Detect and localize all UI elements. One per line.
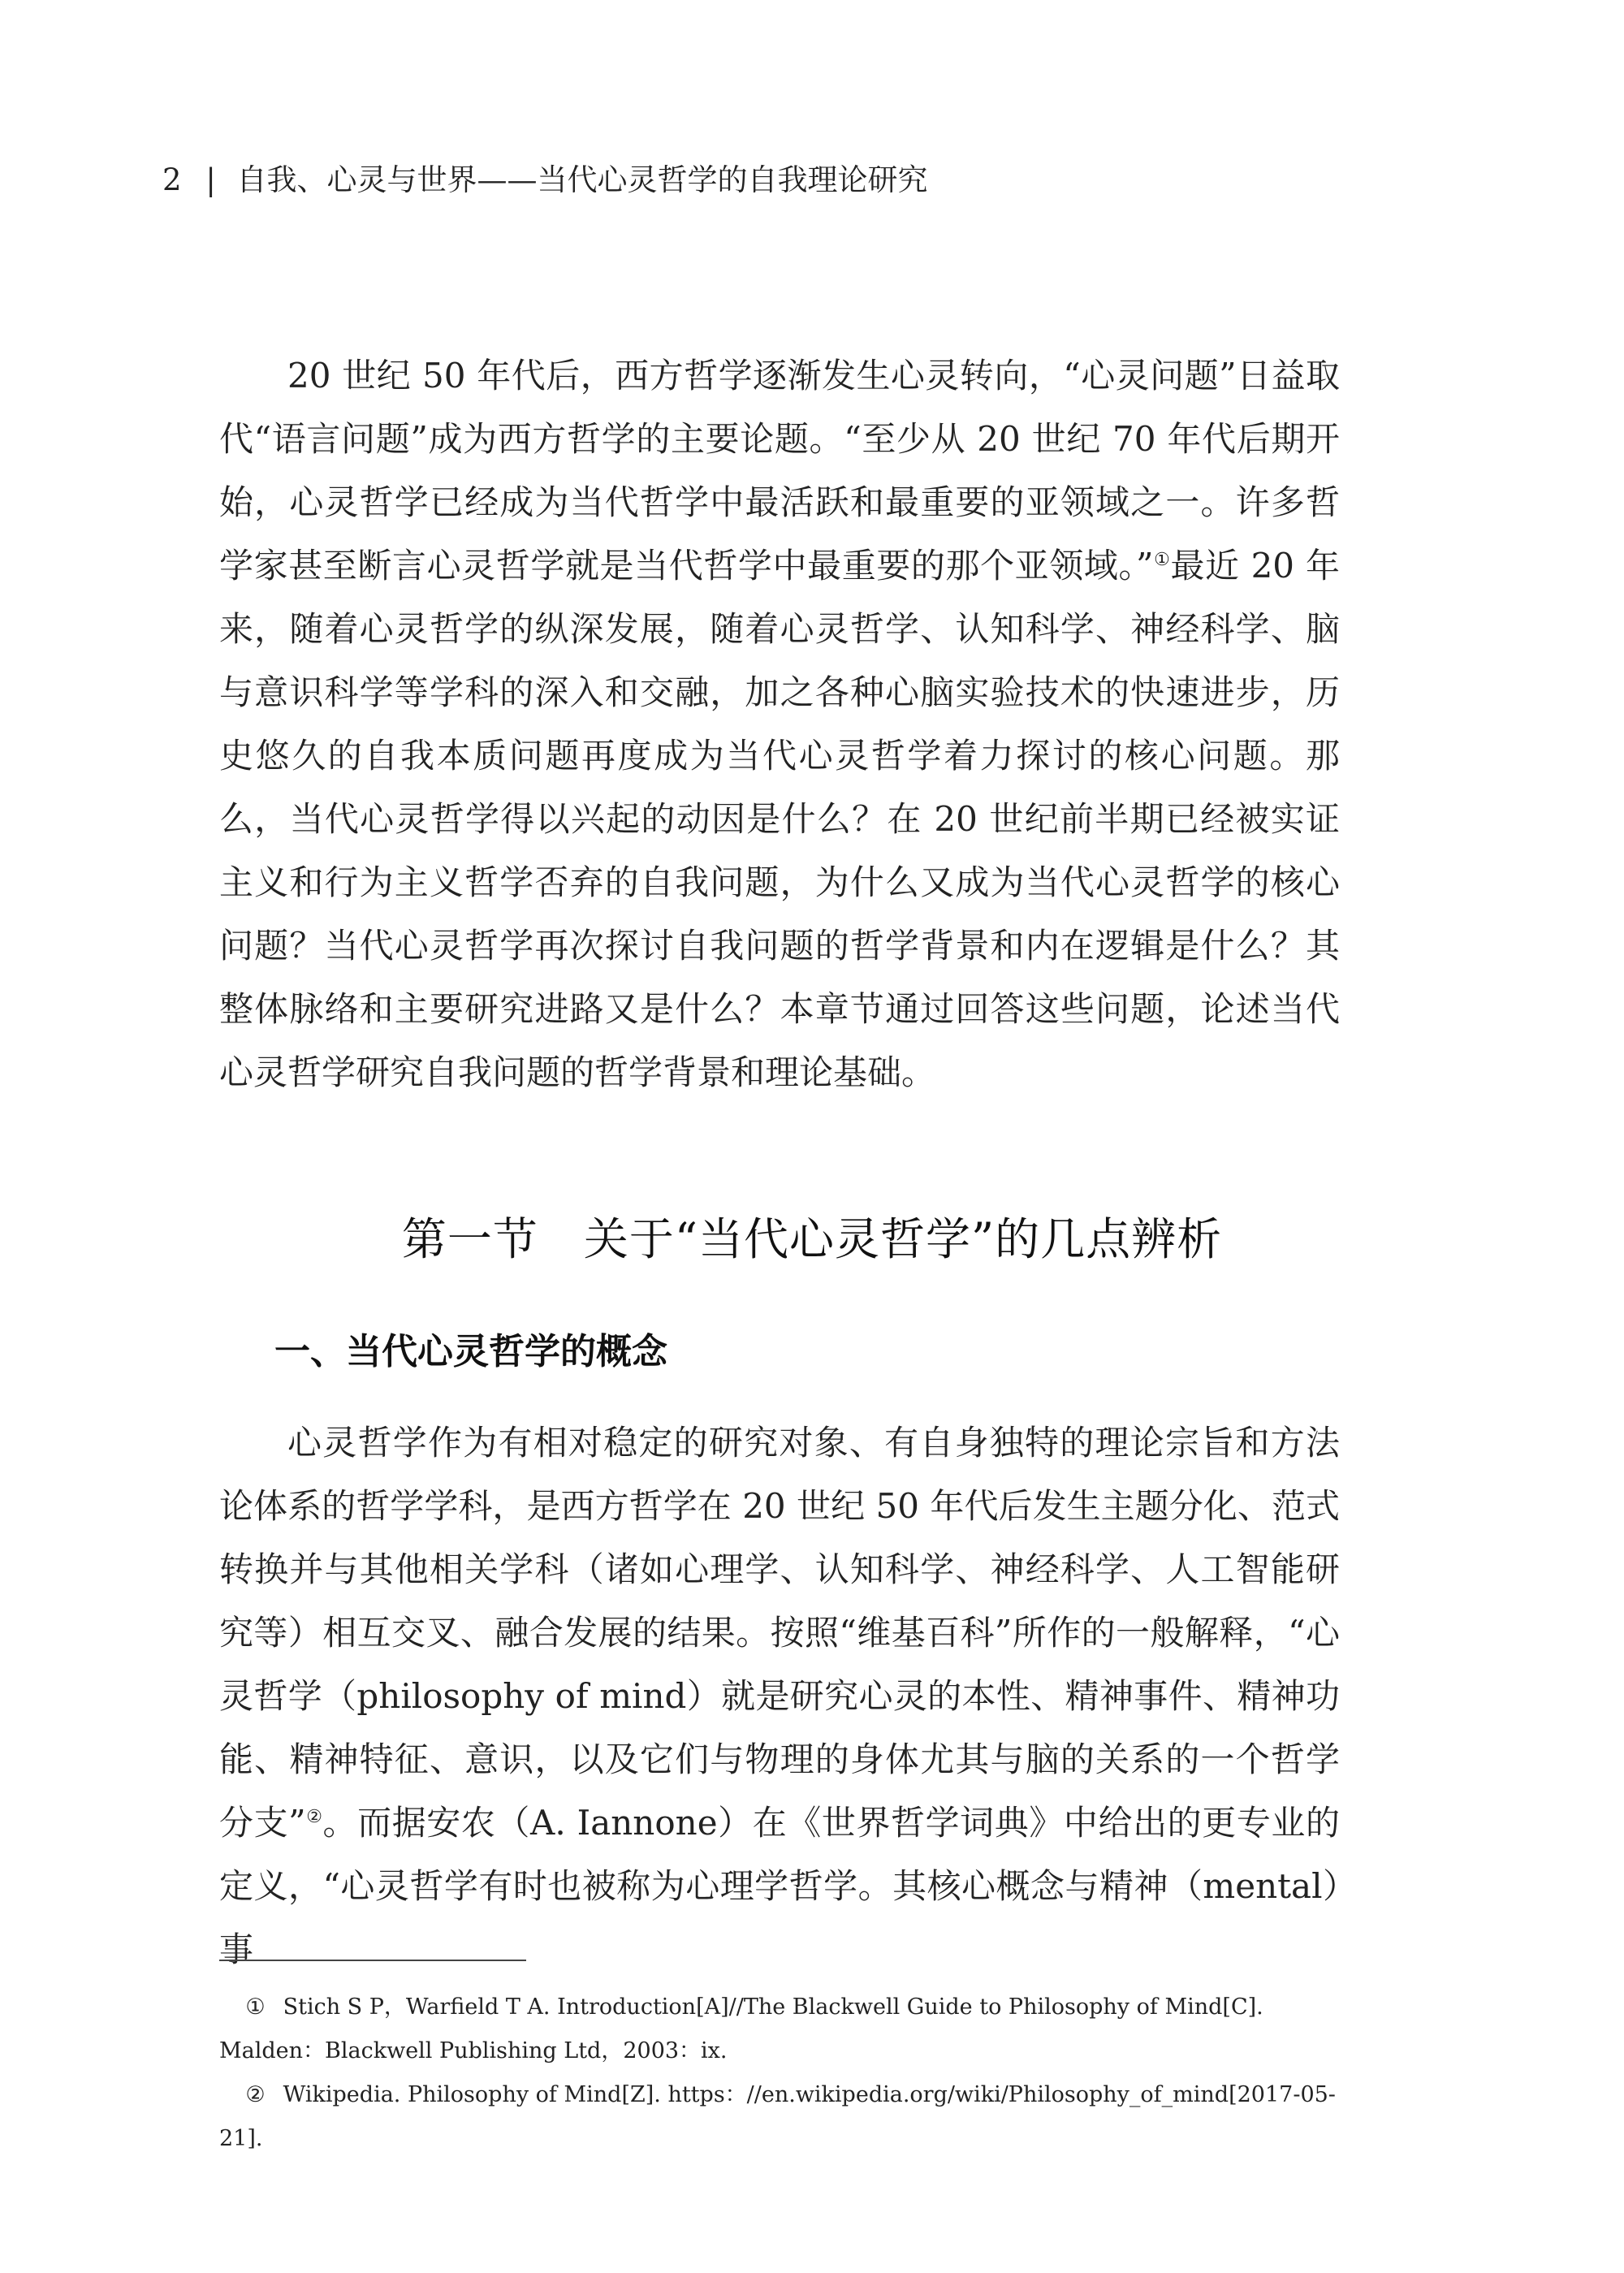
footnote-text: Stich S P，Warfield T A. Introduction[A]//The Blackwell Guide to Philosophy of Mind[C]. Malden：Blackwell Publishing Ltd，2003：ix. [219, 1994, 1263, 2063]
subsection-heading: 一、当代心灵哲学的概念 [274, 1331, 667, 1372]
footnote-item [219, 1986, 1340, 2073]
footnote-mark: ② [245, 2082, 266, 2107]
footnote-item [219, 2073, 1340, 2161]
concept-paragraph-block [219, 1411, 1340, 1981]
running-header [162, 162, 928, 198]
intro-paragraph [219, 344, 1340, 1104]
concept-text-part-2: 。而据安农（A. Iannone）在《世界哲学词典》中给出的更专业的定义，“心灵哲学有时也被称为心理学哲学。其核心概念与精神（mental）事 [219, 1803, 1340, 1969]
footnote-ref-2[interactable]: ② [305, 1807, 323, 1827]
intro-paragraph-block [219, 344, 1340, 1104]
section-heading: 第一节 关于“当代心灵哲学”的几点辨析 [401, 1213, 1223, 1265]
concept-text-part-1: 心灵哲学作为有相对稳定的研究对象、有自身独特的理论宗旨和方法论体系的哲学学科，是西方哲学在 20 世纪 50 年代后发生主题分化、范式转换并与其他相关学科（诸如心理学、认知科学、神经科学、人工智能研究等）相互交叉、融合发展的结果。按照“维基百科”所作的一般解释，“心灵哲学（philosophy of mind）就是研究心灵的本性、精神事件、精神功能、精神特征、意识，以及它们与物理的身体尤其与脑的关系的一个哲学分支” [219, 1423, 1340, 1843]
footnote-divider [219, 1960, 526, 1961]
page-number: 2 [162, 162, 182, 197]
footnote-mark: ① [245, 1994, 266, 2020]
intro-text-part-1: 20 世纪 50 年代后，西方哲学逐渐发生心灵转向，“心灵问题”日益取代“语言问题”成为西方哲学的主要论题。“至少从 20 世纪 70 年代后期开始，心灵哲学已经成为当代哲学中最活跃和最重要的亚领域之一。许多哲学家甚至断言心灵哲学就是当代哲学中最重要的那个亚领域。” [219, 356, 1340, 586]
book-title: 自我、心灵与世界——当代心灵哲学的自我理论研究 [236, 162, 928, 197]
concept-paragraph [219, 1411, 1340, 1981]
footnote-ref-1[interactable]: ① [1153, 550, 1171, 570]
footnotes [219, 1986, 1340, 2161]
footnote-text: Wikipedia. Philosophy of Mind[Z]. https：//en.wikipedia.org/wiki/Philosophy_of_mind[2017-05-21]. [219, 2082, 1336, 2151]
header-separator: | [205, 162, 216, 197]
intro-text-part-2: 最近 20 年来，随着心灵哲学的纵深发展，随着心灵哲学、认知科学、神经科学、脑与意识科学等学科的深入和交融，加之各种心脑实验技术的快速进步，历史悠久的自我本质问题再度成为当代心灵哲学着力探讨的核心问题。那么，当代心灵哲学得以兴起的动因是什么？在 20 世纪前半期已经被实证主义和行为主义哲学否弃的自我问题，为什么又成为当代心灵哲学的核心问题？当代心灵哲学再次探讨自我问题的哲学背景和内在逻辑是什么？其整体脉络和主要研究进路又是什么？本章节通过回答这些问题，论述当代心灵哲学研究自我问题的哲学背景和理论基础。 [219, 546, 1340, 1092]
